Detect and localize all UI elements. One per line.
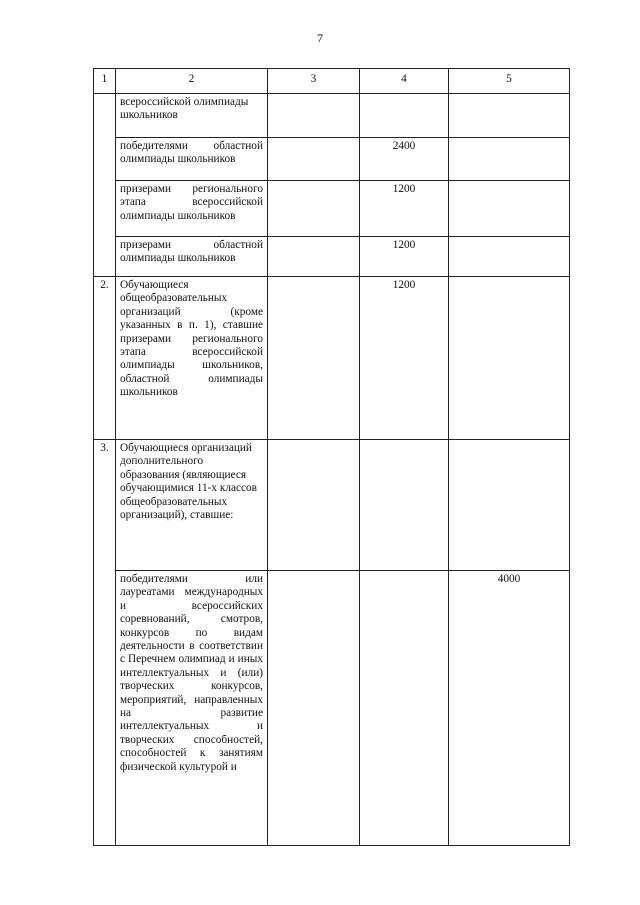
row-col-4: 1200 bbox=[360, 181, 449, 237]
row-col-3 bbox=[268, 237, 360, 277]
header-col-5: 5 bbox=[449, 69, 570, 94]
row-col-4 bbox=[360, 94, 449, 138]
row-description: победителями или лауреатами международных и всероссийских соревнований, смотров, конкурсов по видам деятельности в соответствии с Перечнем олимпиад и иных интеллектуальных и (или) творческих конкурсов, мероприятий, направленных на развитие интеллектуальных и творческих способностей, способностей к занятиям физической культурой и bbox=[120, 573, 263, 773]
table-row bbox=[94, 440, 570, 571]
row-number bbox=[94, 138, 116, 181]
row-number bbox=[94, 571, 116, 846]
row-number: 3. bbox=[94, 440, 116, 571]
row-col-5 bbox=[449, 181, 570, 237]
page-number: 7 bbox=[317, 31, 323, 45]
row-col-4: 1200 bbox=[360, 237, 449, 277]
header-col-3: 3 bbox=[268, 69, 360, 94]
row-description: Обучающиеся организаций дополнительного образования (являющиеся обучающимися 11-х классов общеобразовательных организаций), ставшие: bbox=[116, 440, 268, 571]
row-col-4: 2400 bbox=[360, 138, 449, 181]
row-col-4 bbox=[360, 440, 449, 571]
row-col-4: 1200 bbox=[360, 277, 449, 440]
table-row bbox=[94, 277, 570, 440]
table-row bbox=[94, 571, 570, 846]
row-number bbox=[94, 237, 116, 277]
row-col-3 bbox=[268, 181, 360, 237]
row-col-5 bbox=[449, 277, 570, 440]
row-col-3 bbox=[268, 94, 360, 138]
allowance-table bbox=[93, 68, 570, 846]
header-col-2: 2 bbox=[116, 69, 268, 94]
row-description: призерами областной олимпиады школьников bbox=[116, 237, 268, 277]
row-number bbox=[94, 94, 116, 138]
table-row bbox=[94, 237, 570, 277]
row-col-5 bbox=[449, 237, 570, 277]
table-row bbox=[94, 138, 570, 181]
row-number: 2. bbox=[94, 277, 116, 440]
row-col-5 bbox=[449, 94, 570, 138]
row-col-4 bbox=[360, 571, 449, 846]
row-description: всероссийской олимпиады школьников bbox=[116, 94, 268, 138]
table-row bbox=[94, 181, 570, 237]
row-description-cell bbox=[116, 571, 268, 846]
row-col-3 bbox=[268, 571, 360, 846]
row-number bbox=[94, 181, 116, 237]
header-col-4: 4 bbox=[360, 69, 449, 94]
row-col-3 bbox=[268, 138, 360, 181]
row-description: победителями областной олимпиады школьников bbox=[116, 138, 268, 181]
row-col-5 bbox=[449, 138, 570, 181]
row-description: Обучающиеся общеобразовательных организаций (кроме указанных в п. 1), ставшие призерами регионального этапа всероссийской олимпиады школьников, областной олимпиады школьников bbox=[116, 277, 268, 440]
row-description: призерами регионального этапа всероссийской олимпиады школьников bbox=[116, 181, 268, 237]
header-col-1: 1 bbox=[94, 69, 116, 94]
table-header-row bbox=[94, 69, 570, 94]
row-col-3 bbox=[268, 440, 360, 571]
table-row bbox=[94, 94, 570, 138]
row-col-5: 4000 bbox=[449, 571, 570, 846]
row-col-5 bbox=[449, 440, 570, 571]
row-col-3 bbox=[268, 277, 360, 440]
